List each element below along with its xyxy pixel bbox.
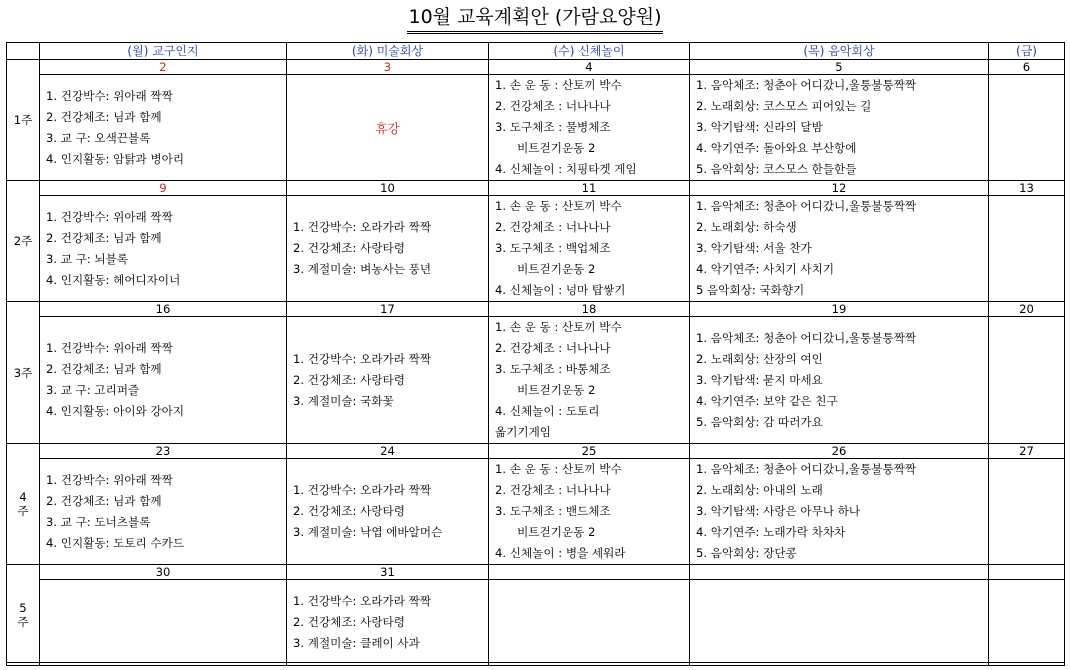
activity-cell-wed — [489, 75, 690, 181]
activity-line: 2. 건강체조: 사랑타령 — [293, 372, 405, 387]
activity-cell-fri — [989, 75, 1065, 181]
activity-cell-wed — [489, 459, 690, 565]
activity-line: 비트걷기운동 2 — [495, 383, 596, 397]
activity-line: 비트걷기운동 2 — [495, 262, 596, 276]
activity-line: 1. 손 운 동 : 산토끼 박수 — [495, 320, 622, 334]
activity-cell-fri — [989, 459, 1065, 565]
activity-line: 1. 손 운 동 : 산토끼 박수 — [495, 78, 622, 92]
activity-line: 3. 교 구: 오색끈블록 — [46, 130, 151, 145]
activity-line: 3. 악기탐색: 신라의 달밤 — [696, 120, 823, 134]
activity-row-week-5 — [7, 580, 1065, 666]
activity-line: 2. 건강체조: 님과 함께 — [46, 230, 162, 245]
day-header-row — [7, 43, 1065, 60]
activity-line: 1. 음악체조: 청춘아 어디갔니,울퉁불퉁짝짝 — [696, 78, 917, 92]
activity-line: 4. 인지활동: 헤어디자이너 — [46, 272, 181, 287]
activity-line: 2. 노래회상: 산장의 여인 — [696, 351, 823, 366]
activity-line: 1. 건강박수: 오라가라 짝짝 — [293, 483, 432, 497]
date-cell: 31 — [287, 565, 489, 580]
activity-line: 4. 인지활동: 아이와 강아지 — [46, 404, 185, 418]
date-cell: 26 — [690, 444, 989, 459]
activity-line: 3. 교 구: 도너츠블록 — [46, 514, 151, 529]
activity-cell-tue — [287, 317, 489, 444]
activity-cell-thu — [690, 459, 989, 565]
activity-line: 4. 악기연주: 보약 같은 친구 — [696, 393, 838, 408]
date-cell: 9 — [40, 181, 287, 196]
date-cell: 24 — [287, 444, 489, 459]
activity-cell-mon — [40, 459, 287, 565]
activity-line: 3. 교 구: 고리퍼즐 — [46, 383, 140, 397]
activity-line: 2. 건강체조 : 너나나나 — [495, 341, 611, 355]
activity-line: 4. 악기연주: 돌아와요 부산항에 — [696, 141, 857, 155]
date-row-week-2 — [7, 181, 1065, 196]
activity-cell-mon — [40, 196, 287, 302]
date-cell: 12 — [690, 181, 989, 196]
date-cell — [989, 565, 1065, 580]
activity-row-week-3 — [7, 317, 1065, 444]
activity-line: 3. 계절미술: 벼농사는 풍년 — [293, 262, 432, 276]
date-cell: 10 — [287, 181, 489, 196]
schedule-table — [6, 42, 1065, 666]
activity-line: 2. 건강체조: 님과 함께 — [46, 362, 162, 376]
activity-line: 3. 도구체조 : 물병체조 — [495, 120, 611, 134]
activity-line: 2. 노래회상: 하숙생 — [696, 220, 797, 234]
day-header-thu: (목) 음악회상 — [690, 43, 989, 60]
date-cell: 13 — [989, 181, 1065, 196]
activity-line: 2. 건강체조: 님과 함께 — [46, 109, 162, 124]
activity-line: 4. 신체놀이 : 도토리 — [495, 404, 600, 418]
activity-cell-tue — [287, 196, 489, 302]
activity-cell-mon — [40, 317, 287, 444]
activity-line: 4. 신체놀이 : 넝마 탑쌓기 — [495, 283, 626, 297]
activity-cell-tue — [287, 459, 489, 565]
page-title: 10월 교육계획안 (가람요양원) — [0, 4, 1070, 34]
activity-line: 1. 손 운 동 : 산토끼 박수 — [495, 199, 622, 213]
activity-line: 1. 음악체조: 청춘아 어디갔니,울퉁불퉁짝짝 — [696, 462, 917, 476]
activity-cell-thu — [690, 317, 989, 444]
activity-line: 3. 계절미술: 낙엽 에바알머슨 — [293, 525, 443, 539]
activity-line: 2. 건강체조 : 너나나나 — [495, 99, 611, 113]
activity-line: 3. 악기탐색: 서울 찬가 — [696, 241, 812, 255]
week-label: 2주 — [7, 181, 40, 302]
activity-line: 2. 건강체조: 사랑타령 — [293, 241, 405, 255]
activity-row-week-1 — [7, 75, 1065, 181]
date-cell: 5 — [690, 60, 989, 75]
activity-line: 2. 건강체조: 사랑타령 — [293, 615, 405, 629]
activity-cell-wed — [489, 317, 690, 444]
date-cell: 11 — [489, 181, 690, 196]
activity-line: 5. 음악회상: 장단콩 — [696, 546, 797, 560]
activity-line: 3. 계절미술: 국화꽃 — [293, 393, 394, 408]
date-cell: 27 — [989, 444, 1065, 459]
activity-line: 2. 건강체조: 사랑타령 — [293, 504, 405, 518]
activity-line: 2. 건강체조: 님과 함께 — [46, 493, 162, 508]
activity-line: 2. 건강체조 : 너나나나 — [495, 220, 611, 234]
week-label: 3주 — [7, 302, 40, 444]
date-row-week-1 — [7, 60, 1065, 75]
date-cell: 2 — [40, 60, 287, 75]
activity-cell-thu — [690, 75, 989, 181]
day-header-wed: (수) 신체놀이 — [489, 43, 690, 60]
activity-line: 3. 악기탐색: 묻지 마세요 — [696, 372, 823, 387]
date-cell: 25 — [489, 444, 690, 459]
activity-cell-thu — [690, 196, 989, 302]
date-row-week-5 — [7, 565, 1065, 580]
activity-cell-mon — [40, 580, 287, 666]
activity-line: 1. 건강박수: 위아래 짝짝 — [46, 209, 173, 224]
holiday-cell: 휴강 — [287, 75, 489, 181]
activity-line: 4. 신체놀이 : 병을 세워라 — [495, 546, 626, 560]
activity-line: 4. 인지활동: 암탉과 병아리 — [46, 151, 185, 166]
activity-row-week-4 — [7, 459, 1065, 565]
activity-line: 4. 악기연주: 사치기 사치기 — [696, 262, 835, 276]
activity-line: 2. 건강체조 : 너나나나 — [495, 483, 611, 497]
activity-cell-mon — [40, 75, 287, 181]
day-header-tue: (화) 미술회상 — [287, 43, 489, 60]
activity-line: 비트걷기운동 2 — [495, 141, 596, 155]
date-cell: 6 — [989, 60, 1065, 75]
activity-line: 2. 노래회상: 코스모스 피어있는 길 — [696, 99, 872, 113]
date-cell — [690, 565, 989, 580]
day-header-fri: (금) — [989, 43, 1065, 60]
activity-line: 4. 악기연주: 노래가락 차차차 — [696, 525, 846, 539]
activity-line: 비트걷기운동 2 — [495, 525, 596, 539]
activity-line: 5. 음악회상: 코스모스 한들한들 — [696, 162, 857, 176]
date-row-week-4 — [7, 444, 1065, 459]
date-cell: 16 — [40, 302, 287, 317]
activity-line: 1. 건강박수: 위아래 짝짝 — [46, 341, 173, 355]
week-label: 4 주 — [7, 444, 40, 565]
activity-line: 1. 손 운 동 : 산토끼 박수 — [495, 462, 622, 476]
activity-line: 5. 음악회상: 감 따러가요 — [696, 414, 823, 429]
activity-line: 5 음악회상: 국화향기 — [696, 283, 805, 297]
activity-line: 4. 신체놀이 : 치핑타겟 게임 — [495, 162, 637, 176]
activity-line: 1. 음악체조: 청춘아 어디갔니,울퉁불퉁짝짝 — [696, 199, 917, 213]
date-cell: 3 — [287, 60, 489, 75]
activity-cell-thu — [690, 580, 989, 666]
activity-line: 3. 계절미술: 클레이 사과 — [293, 636, 420, 650]
activity-cell-fri — [989, 580, 1065, 666]
date-cell: 18 — [489, 302, 690, 317]
date-cell: 23 — [40, 444, 287, 459]
activity-line: 3. 도구체조 : 백업체조 — [495, 241, 611, 255]
week-label: 5 주 — [7, 565, 40, 666]
activity-line: 4. 인지활동: 도토리 수카드 — [46, 535, 185, 550]
date-row-week-3 — [7, 302, 1065, 317]
activity-cell-fri — [989, 196, 1065, 302]
activity-line: 1. 건강박수: 오라가라 짝짝 — [293, 594, 432, 608]
week-label: 1주 — [7, 60, 40, 181]
activity-line: 2. 노래회상: 아내의 노래 — [696, 483, 823, 497]
date-cell: 30 — [40, 565, 287, 580]
date-cell: 20 — [989, 302, 1065, 317]
activity-line: 1. 건강박수: 오라가라 짝짝 — [293, 351, 432, 366]
activity-cell-wed — [489, 580, 690, 666]
date-cell — [489, 565, 690, 580]
activity-line: 1. 건강박수: 위아래 짝짝 — [46, 472, 173, 487]
activity-line: 1. 건강박수: 오라가라 짝짝 — [293, 220, 432, 234]
activity-line: 3. 교 구: 뇌블록 — [46, 251, 129, 266]
activity-cell-wed — [489, 196, 690, 302]
date-cell: 17 — [287, 302, 489, 317]
activity-line: 3. 악기탐색: 사랑은 아무나 하나 — [696, 504, 861, 518]
corner-cell — [7, 43, 40, 60]
activity-line: 옮기기게임 — [495, 425, 551, 439]
date-cell: 4 — [489, 60, 690, 75]
activity-cell-fri — [989, 317, 1065, 444]
day-header-mon: (월) 교구인지 — [40, 43, 287, 60]
activity-line: 1. 음악체조: 청춘아 어디갔니,울퉁불퉁짝짝 — [696, 330, 917, 345]
date-cell: 19 — [690, 302, 989, 317]
activity-line: 1. 건강박수: 위아래 짝짝 — [46, 88, 173, 103]
activity-row-week-2 — [7, 196, 1065, 302]
activity-line: 3. 도구체조 : 밴드체조 — [495, 504, 611, 518]
activity-cell-tue — [287, 580, 489, 666]
activity-line: 3. 도구체조 : 바통체조 — [495, 362, 611, 376]
bottom-divider — [6, 662, 1064, 663]
